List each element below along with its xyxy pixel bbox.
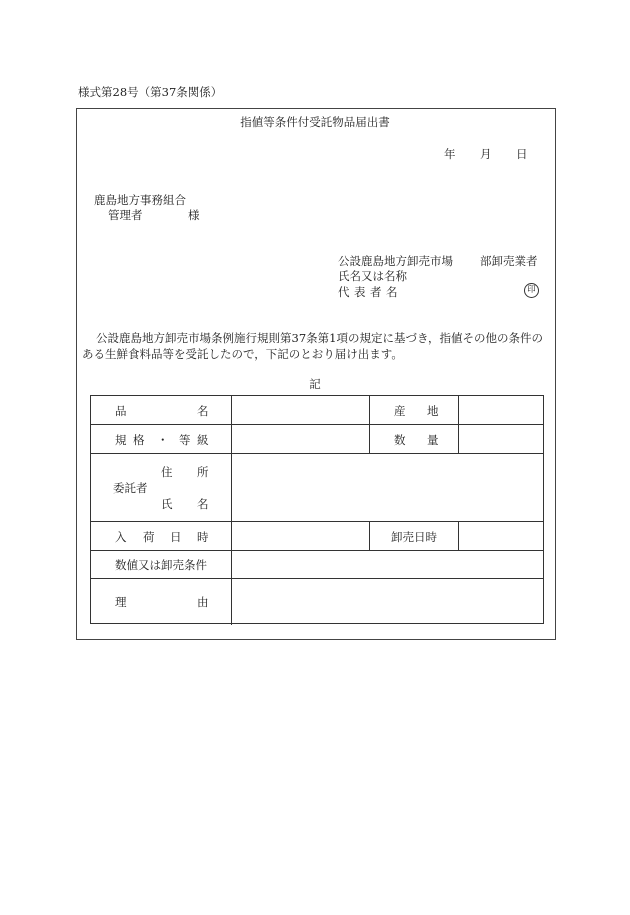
nyuka-label-char: 荷 (143, 530, 155, 544)
sender-market: 公設鹿島地方卸売市場 (338, 254, 453, 268)
sender-representative-label: 代表者名 (338, 285, 402, 299)
table-column-divider (369, 396, 370, 453)
body-text-line-2: ある生鮮食料品等を受託したので，下記のとおり届け出ます。 (82, 347, 403, 361)
table-row-divider (91, 578, 543, 579)
ki-heading: 記 (309, 377, 321, 391)
sender-role: 部卸売業者 (480, 254, 538, 268)
recipient-honorific: 様 (188, 208, 200, 222)
body-text-line-1: 公設鹿島地方卸売市場条例施行規則第37条第1項の規定に基づき，指値その他の条件の (96, 331, 543, 345)
kikaku-label-char: 等 (179, 433, 191, 447)
table-column-divider (458, 396, 459, 453)
hinmei-label-char: 品 (115, 404, 127, 418)
document-title: 指値等条件付受託物品届出書 (240, 115, 390, 129)
sanchi-label-char: 地 (427, 404, 439, 418)
date-year-label: 年 (444, 147, 456, 161)
oroshiuri-nichiji-label: 卸売日時 (391, 530, 437, 544)
nyuka-label-char: 入 (115, 530, 127, 544)
date-month-label: 月 (480, 147, 492, 161)
table-column-divider (369, 521, 370, 550)
sender-name-label: 氏名又は名称 (338, 269, 407, 283)
form-number: 様式第28号（第37条関係） (78, 85, 223, 99)
suryo-label-char: 量 (427, 433, 439, 447)
jusho-label-char: 住 (161, 465, 173, 479)
date-day-label: 日 (516, 147, 528, 161)
kikaku-label-char: ・ (157, 433, 169, 447)
nyuka-label-char: 日 (170, 530, 182, 544)
kikaku-label-char: 格 (133, 433, 145, 447)
recipient-organization: 鹿島地方事務組合 (94, 193, 186, 207)
table-column-divider (231, 396, 232, 625)
itakusha-label: 委託者 (113, 481, 148, 495)
sanchi-label-char: 産 (394, 404, 406, 418)
nyuka-label-char: 時 (197, 530, 209, 544)
riyu-label-char: 由 (197, 595, 209, 609)
shimei-label-char: 氏 (161, 497, 173, 511)
hinmei-label-char: 名 (197, 404, 209, 418)
table-row-divider (91, 453, 543, 454)
table-row-divider (91, 521, 543, 522)
sashine-joken-label: 数値又は卸売条件 (115, 558, 207, 572)
kikaku-label-char: 級 (197, 433, 209, 447)
table-row-divider (91, 550, 543, 551)
table-row-divider (91, 424, 543, 425)
riyu-label-char: 理 (115, 595, 127, 609)
detail-table (90, 395, 544, 624)
seal-mark: 印 (524, 283, 539, 298)
jusho-label-char: 所 (197, 465, 209, 479)
shimei-label-char: 名 (197, 497, 209, 511)
recipient-manager: 管理者 (108, 208, 143, 222)
kikaku-label-char: 規 (115, 433, 127, 447)
table-column-divider (458, 521, 459, 550)
suryo-label-char: 数 (394, 433, 406, 447)
